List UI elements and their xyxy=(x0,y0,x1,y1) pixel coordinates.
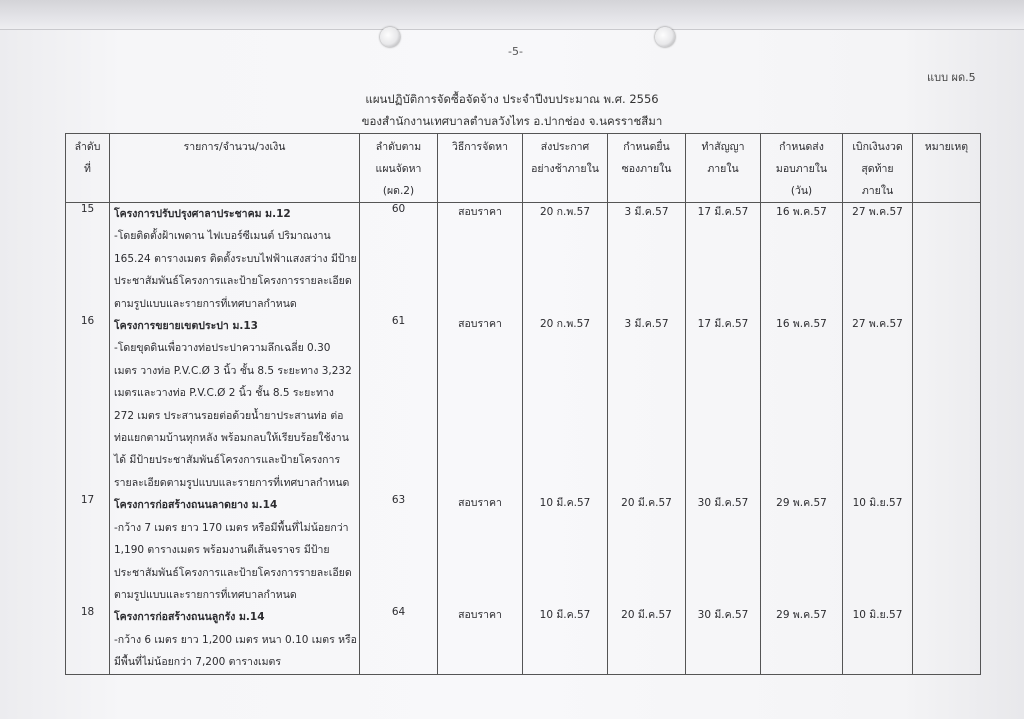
procurement-plan-table xyxy=(65,133,981,675)
project-description: โครงการก่อสร้างถนนลูกรัง ม.14 -กว้าง 6 เมตร ยาว 1,200 เมตร หนา 0.10 เมตร หรือ มีพื้นที่ไม่น้อยกว่า 7,200 ตารางเมตร xyxy=(110,606,360,674)
payment-date: 27 พ.ค.57 xyxy=(843,315,913,494)
project-description: โครงการขยายเขตประปา ม.13 -โดยขุดดินเพื่อวางท่อประปาความลึกเฉลี่ย 0.30 เมตร วางท่อ P.V.C.Ø 3 นิ้ว ชั้น 8.5 ระยะทาง 3,232 เมตรและวางท่อ P.V.C.Ø 2 นิ้ว ชั้น 8.5 ระยะทาง 272 เมตร ประสานรอยต่อด้วยน้ำยาประสานท่อ ต่อ ท่อแยกตามบ้านทุกหลัง พร้อมกลบให้เรียบร้อยใช้งาน ได้ มีป้ายประชาสัมพันธ์โครงการและป้ายโครงการ รายละเอียดตามรูปแบบและรายการที่เทศบาลกำหนด xyxy=(110,315,360,494)
col-header-method: วิธีการจัดหา xyxy=(438,134,523,203)
punch-hole-right xyxy=(655,27,675,47)
col-header-delivery: กำหนดส่ง มอบภายใน (วัน) xyxy=(761,134,843,203)
remark xyxy=(913,315,981,494)
remark xyxy=(913,203,981,316)
plan-number: 63 xyxy=(360,494,438,606)
row-number: 16 xyxy=(66,315,110,494)
bid-date: 3 มี.ค.57 xyxy=(608,315,686,494)
col-header-contract: ทำสัญญา ภายใน xyxy=(686,134,761,203)
contract-date: 30 มี.ค.57 xyxy=(686,494,761,606)
document-title: แผนปฏิบัติการจัดซื้อจัดจ้าง ประจำปีงบประมาณ พ.ศ. 2556 xyxy=(365,92,659,106)
col-header-payment: เบิกเงินงวด สุดท้าย ภายใน xyxy=(843,134,913,203)
contract-date: 30 มี.ค.57 xyxy=(686,606,761,674)
payment-date: 10 มิ.ย.57 xyxy=(843,606,913,674)
remark xyxy=(913,494,981,606)
announce-date: 10 มี.ค.57 xyxy=(523,606,608,674)
col-header-no: ลำดับ ที่ xyxy=(66,134,110,203)
announce-date: 10 มี.ค.57 xyxy=(523,494,608,606)
col-header-plan-order: ลำดับตาม แผนจัดหา (ผด.2) xyxy=(360,134,438,203)
contract-date: 17 มี.ค.57 xyxy=(686,203,761,316)
project-name: โครงการก่อสร้างถนนลูกรัง ม.14 xyxy=(114,611,265,624)
bid-date: 20 มี.ค.57 xyxy=(608,494,686,606)
table-row xyxy=(66,494,981,606)
delivery-date: 16 พ.ค.57 xyxy=(761,315,843,494)
row-number: 17 xyxy=(66,494,110,606)
project-name: โครงการก่อสร้างถนนลาดยาง ม.14 xyxy=(114,499,278,512)
document-subtitle: ของสำนักงานเทศบาลตำบลวังไทร อ.ปากช่อง จ.นครราชสีมา xyxy=(361,114,663,128)
bid-date: 20 มี.ค.57 xyxy=(608,606,686,674)
row-number: 18 xyxy=(66,606,110,674)
procurement-method: สอบราคา xyxy=(438,203,523,316)
table-header-row xyxy=(66,134,981,203)
col-header-item: รายการ/จำนวน/วงเงิน xyxy=(110,134,360,203)
table-row xyxy=(66,606,981,674)
delivery-date: 29 พ.ค.57 xyxy=(761,606,843,674)
procurement-method: สอบราคา xyxy=(438,315,523,494)
procurement-method: สอบราคา xyxy=(438,494,523,606)
punch-hole-left xyxy=(380,27,400,47)
delivery-date: 29 พ.ค.57 xyxy=(761,494,843,606)
col-header-bid: กำหนดยื่น ซองภายใน xyxy=(608,134,686,203)
plan-number: 60 xyxy=(360,203,438,316)
page-number: -5- xyxy=(508,45,523,58)
binder-shadow xyxy=(0,0,1024,30)
bid-date: 3 มี.ค.57 xyxy=(608,203,686,316)
table-row xyxy=(66,203,981,316)
plan-number: 61 xyxy=(360,315,438,494)
form-code: แบบ ผด.5 xyxy=(927,71,976,84)
project-description: โครงการปรับปรุงศาลาประชาคม ม.12 -โดยติดตั้งฝ้าเพดาน ไฟเบอร์ซีเมนต์ ปริมาณงาน 165.24 ตารางเมตร ติดตั้งระบบไฟฟ้าแสงสว่าง มีป้าย ประชาสัมพันธ์โครงการและป้ายโครงการรายละเอียด ตามรูปแบบและรายการที่เทศบาลกำหนด xyxy=(110,203,360,316)
contract-date: 17 มี.ค.57 xyxy=(686,315,761,494)
project-description: โครงการก่อสร้างถนนลาดยาง ม.14 -กว้าง 7 เมตร ยาว 170 เมตร หรือมีพื้นที่ไม่น้อยกว่า 1,190 ตารางเมตร พร้อมงานตีเส้นจราจร มีป้าย ประชาสัมพันธ์โครงการและป้ายโครงการรายละเอียด ตามรูปแบบและรายการที่เทศบาลกำหนด xyxy=(110,494,360,606)
remark xyxy=(913,606,981,674)
announce-date: 20 ก.พ.57 xyxy=(523,203,608,316)
table-row xyxy=(66,315,981,494)
payment-date: 27 พ.ค.57 xyxy=(843,203,913,316)
row-number: 15 xyxy=(66,203,110,316)
procurement-method: สอบราคา xyxy=(438,606,523,674)
col-header-announce: ส่งประกาศ อย่างช้าภายใน xyxy=(523,134,608,203)
project-name: โครงการปรับปรุงศาลาประชาคม ม.12 xyxy=(114,208,291,220)
payment-date: 10 มิ.ย.57 xyxy=(843,494,913,606)
plan-number: 64 xyxy=(360,606,438,674)
delivery-date: 16 พ.ค.57 xyxy=(761,203,843,316)
col-header-remark: หมายเหตุ xyxy=(913,134,981,203)
project-name: โครงการขยายเขตประปา ม.13 xyxy=(114,320,258,333)
announce-date: 20 ก.พ.57 xyxy=(523,315,608,494)
